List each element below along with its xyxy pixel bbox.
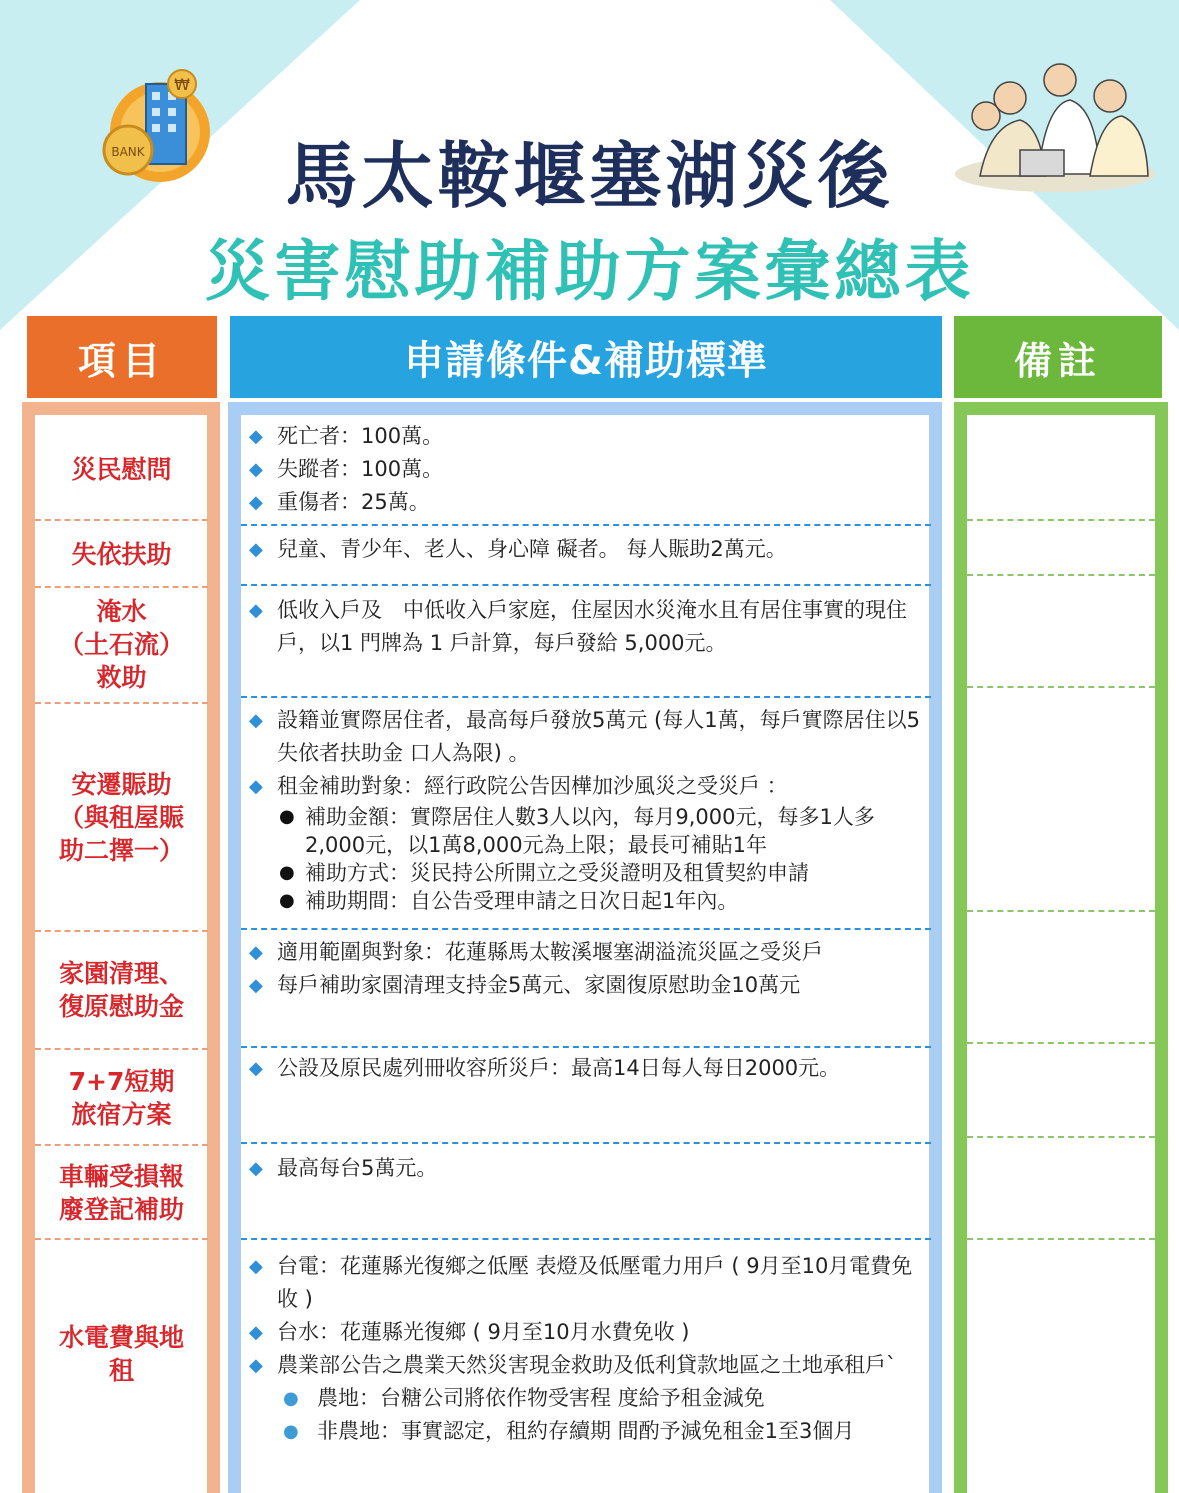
row-divider [967,574,1155,576]
blue-dot-bullet-icon: ● [283,1421,299,1442]
diamond-bullet-icon: ◆ [249,975,263,996]
diamond-bullet-icon: ◆ [249,1355,263,1376]
condition-text: 公設及原民處列冊收容所災戶：最高14日每人每日2000元。 [277,1056,841,1080]
condition-text: 最高每台5萬元。 [277,1156,438,1180]
row-label: 家園清理、 復原慰助金 [58,959,184,1021]
row-divider [241,1046,931,1048]
condition-text: 適用範圍與對象：花蓮縣馬太鞍溪堰塞湖溢流災區之受災戶 [277,940,823,964]
condition-text: 失蹤者：100萬。 [277,457,444,481]
condition-subtext: 補助方式：災民持公所開立之受災證明及租賃契約申請 [305,861,809,885]
condition-text: 兒童、青少年、老人、身心障 礙者。 每人賑助2萬元。 [277,537,787,561]
row-divider [241,1142,931,1144]
diamond-bullet-icon: ◆ [249,600,263,621]
condition-subtext: 補助金額：實際居住人數3人以內，每月9,000元，每多1人多2,000元，以1萬8,000元為上限；最長可補貼1年 [305,805,875,857]
row-divider [241,1238,931,1240]
diamond-bullet-icon: ◆ [249,942,263,963]
row-conditions [249,1250,929,1448]
svg-text:BANK: BANK [111,145,145,159]
row-divider [241,584,931,586]
row-divider [967,686,1155,688]
black-dot-bullet-icon: ● [279,806,295,827]
condition-text: 租金補助對象：經行政院公告因樺加沙風災之受災戶 ： [277,774,788,798]
row-conditions [249,704,929,915]
row-divider [241,524,931,526]
row-divider [35,519,208,521]
black-dot-bullet-icon: ● [279,890,295,911]
condition-subtext: 補助期間：自公告受理申請之日次日起1年內。 [305,889,739,913]
condition-text: 重傷者：25萬。 [277,490,430,514]
row-divider [35,1144,208,1146]
row-label: 7+7短期 旅宿方案 [68,1067,175,1129]
row-divider [967,1136,1155,1138]
row-divider [35,1048,208,1050]
diamond-bullet-icon: ◆ [249,1256,263,1277]
page-title: 馬太鞍堰塞湖災後 [285,134,894,218]
diamond-bullet-icon: ◆ [249,539,263,560]
condition-subtext: 非農地：事實認定，租約存續期 間酌予減免租金1至3個月 [317,1419,855,1443]
row-divider [35,586,208,588]
row-conditions [249,420,929,519]
row-label: 災民慰問 [71,454,172,484]
notes-column-frame [954,402,1168,1493]
row-divider [241,696,931,698]
condition-text: 農業部公告之農業天然災害現金救助及低利貸款地區之土地承租戶` [277,1353,897,1377]
condition-text: 設籍並實際居住者，最高每戶發放5萬元 (每人1萬，每戶實際居住以5 失依者扶助金 口人為限) 。 [277,708,920,765]
diamond-bullet-icon: ◆ [249,1158,263,1179]
blue-dot-bullet-icon: ● [283,1388,299,1409]
column-header-conditions: 申請條件&補助標準 [230,316,942,398]
row-conditions [249,1052,929,1085]
row-conditions [249,936,929,1002]
row-divider [35,1238,208,1240]
page-subtitle: 災害慰助補助方案彙總表 [204,233,975,310]
diamond-bullet-icon: ◆ [249,710,263,731]
row-divider [241,928,931,930]
condition-text: 台電：花蓮縣光復鄉之低壓 表燈及低壓電力用戶 ( 9月至10月電費免收 ) [277,1254,913,1311]
row-divider [967,1238,1155,1240]
row-label: 水電費與地 租 [58,1323,184,1385]
row-divider [35,930,208,932]
row-divider [967,910,1155,912]
condition-text: 低收入戶及 中低收入戶家庭，住屋因水災淹水且有居住事實的現住戶，以1 門牌為 1 戶計算，每戶發給 5,000元。 [277,598,907,655]
black-dot-bullet-icon: ● [279,862,295,883]
column-header-item: 項目 [27,316,217,398]
diamond-bullet-icon: ◆ [249,492,263,513]
diamond-bullet-icon: ◆ [249,776,263,797]
row-conditions [249,1152,929,1185]
row-conditions [249,533,929,566]
row-conditions [249,594,929,660]
condition-text: 台水：花蓮縣光復鄉 ( 9月至10月水費免收 ) [277,1320,690,1344]
condition-subtext: 農地：台糖公司將依作物受害程 度給予租金減免 [317,1386,765,1410]
diamond-bullet-icon: ◆ [249,1322,263,1343]
condition-text: 死亡者：100萬。 [277,424,444,448]
diamond-bullet-icon: ◆ [249,1058,263,1079]
row-divider [967,519,1155,521]
svg-text:₩: ₩ [174,75,190,94]
condition-text: 每戶補助家園清理支持金5萬元、家園復原慰助金10萬元 [277,973,801,997]
row-divider [967,1042,1155,1044]
row-divider [35,702,208,704]
row-label: 車輛受損報 廢登記補助 [58,1162,184,1224]
row-label: 失依扶助 [71,539,172,569]
diamond-bullet-icon: ◆ [249,426,263,447]
column-header-notes: 備註 [954,316,1162,398]
diamond-bullet-icon: ◆ [249,459,263,480]
row-label: 淹水 （土石流） 救助 [58,596,184,692]
row-label: 安遷賑助 （與租屋賑 助二擇一） [58,769,184,865]
